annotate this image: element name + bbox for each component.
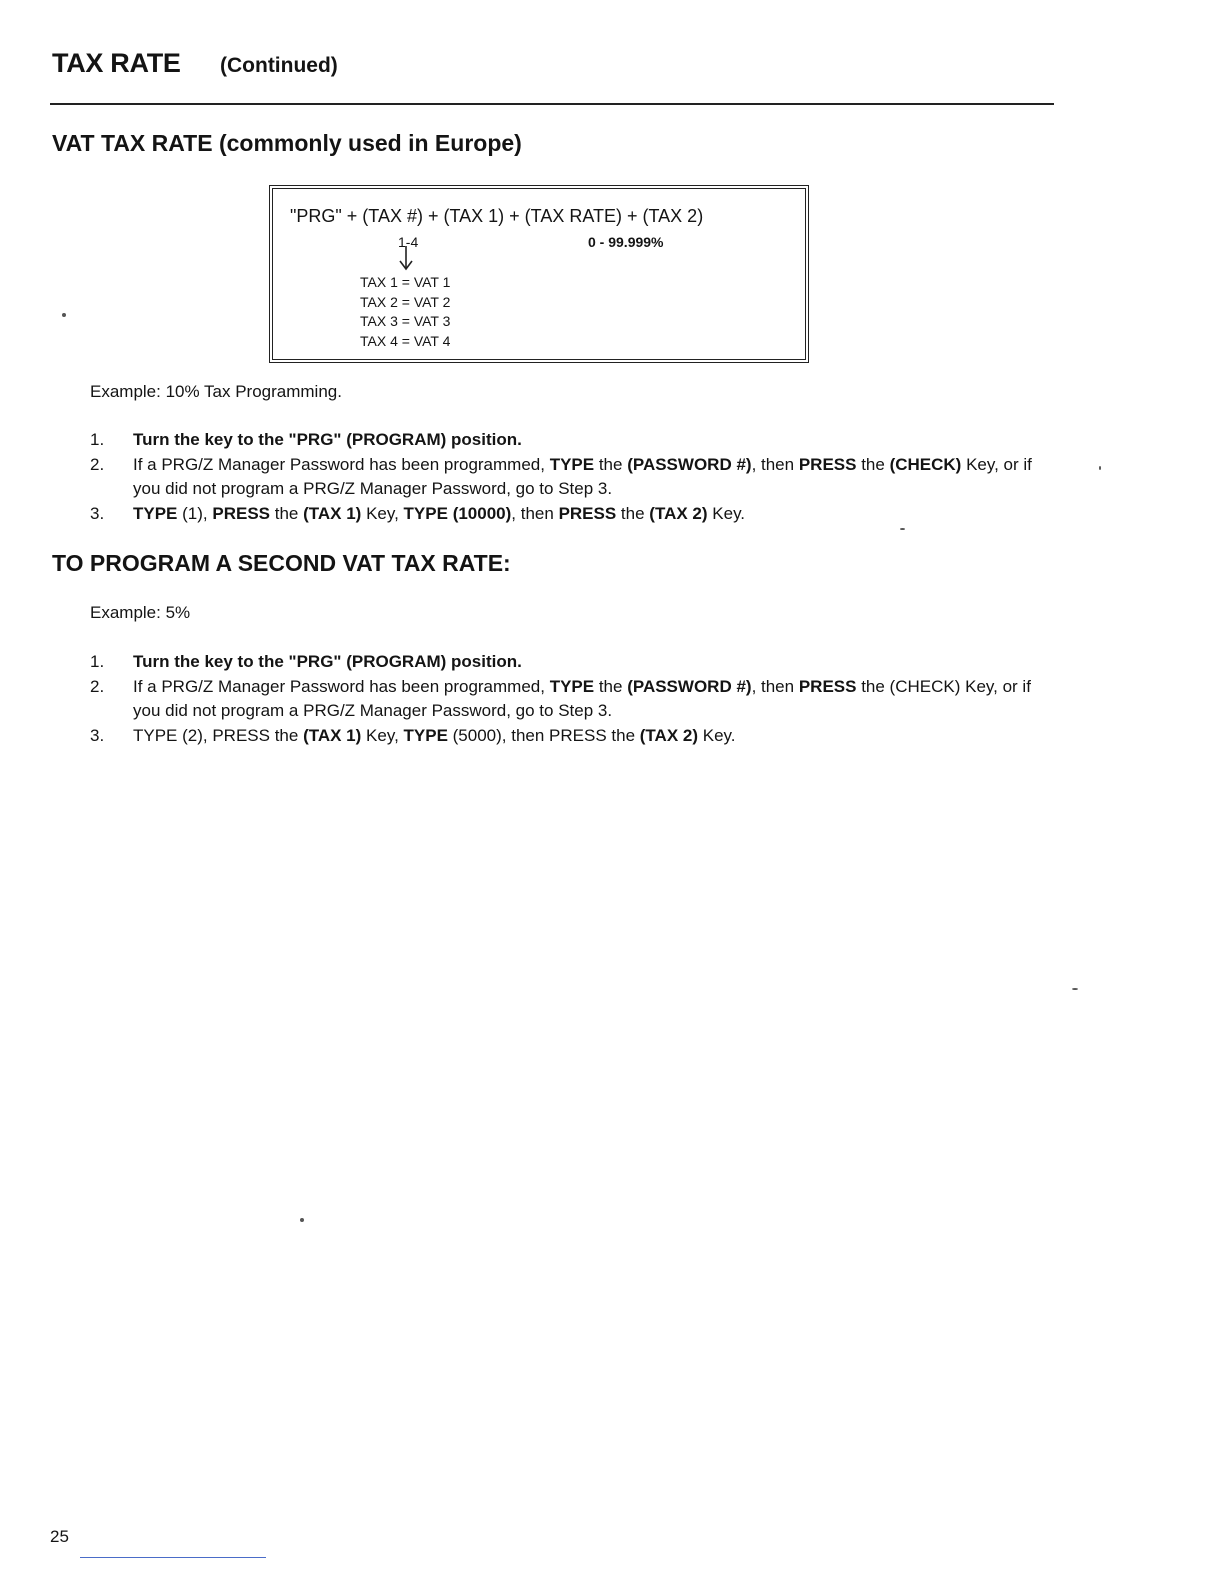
step-text-segment: Key, <box>361 725 404 745</box>
list-item <box>90 724 1050 749</box>
page-title-continued: (Continued) <box>220 54 338 77</box>
tax-vat-mapping: TAX 4 = VAT 4 <box>360 332 451 349</box>
tax-number-range-note: 1-4 <box>398 234 419 250</box>
tax-vat-mapping-list <box>360 273 450 351</box>
step-text <box>133 430 522 449</box>
step-text-segment: TYPE <box>549 454 595 474</box>
step-number: 3. <box>90 503 105 523</box>
scan-speck <box>1072 988 1078 990</box>
step-text-segment: the <box>616 503 650 523</box>
list-item <box>90 453 1050 502</box>
step-number: 1. <box>90 652 105 671</box>
step-text-segment: Key, <box>361 503 404 523</box>
list-item <box>90 650 1050 675</box>
step-text-segment: , then <box>751 454 799 474</box>
step-text-segment: TYPE <box>549 676 595 696</box>
formula-line: "PRG" + (TAX #) + (TAX 1) + (TAX RATE) + (TAX 2) <box>290 206 704 226</box>
step-text-segment: TYPE (2), PRESS the <box>133 725 304 745</box>
step-text-segment: the <box>270 503 304 523</box>
step-text-segment: TYPE <box>133 503 178 523</box>
tax-rate-range-note: 0 - 99.999% <box>588 234 664 250</box>
step-text-segment: TYPE <box>403 503 448 523</box>
step-text-segment: the <box>594 676 628 696</box>
step-text-segment: (PASSWORD #) <box>627 676 752 696</box>
header-divider <box>50 103 1054 105</box>
step-text-segment: (TAX 1) <box>303 503 362 523</box>
step-text-segment: Key. <box>698 725 736 745</box>
footer-divider <box>80 1557 266 1558</box>
step-text-segment: Turn the key to the "PRG" (PROGRAM) position. <box>133 430 522 449</box>
step-text <box>133 652 522 671</box>
scan-speck <box>300 1218 304 1222</box>
down-arrow-icon <box>397 246 415 272</box>
step-text-segment: (TAX 2) <box>649 503 708 523</box>
step-text <box>133 677 1031 721</box>
list-item <box>90 502 1050 527</box>
page-title: TAX RATE <box>52 48 181 78</box>
step-text-segment: , then <box>511 503 559 523</box>
vat-section-heading: VAT TAX RATE (commonly used in Europe) <box>52 130 522 156</box>
steps-list <box>90 650 1050 748</box>
step-text-segment: (PASSWORD #) <box>627 454 752 474</box>
steps-list <box>90 428 1050 526</box>
step-number: 1. <box>90 430 105 449</box>
scan-speck <box>1099 466 1101 470</box>
example-text: Example: 5% <box>90 603 191 622</box>
step-text-segment: Turn the key to the "PRG" (PROGRAM) position. <box>133 652 522 671</box>
scan-speck <box>62 313 66 317</box>
step-text-segment: Key, or if you did not program a PRG/Z Manager Password, go to Step 3. <box>133 454 1032 498</box>
step-text-segment: PRESS <box>798 454 857 474</box>
second-vat-heading: TO PROGRAM A SECOND VAT TAX RATE: <box>52 550 511 576</box>
step-text-segment: If a PRG/Z Manager Password has been programmed, <box>133 676 550 696</box>
scan-speck <box>900 528 905 530</box>
step-text-segment: (5000), then PRESS the <box>447 725 640 745</box>
step-text-segment: (TAX 1) <box>303 725 362 745</box>
step-text-segment: PRESS <box>798 676 857 696</box>
page-number: 25 <box>50 1527 69 1546</box>
step-text <box>133 504 745 523</box>
step-text-segment: Key. <box>707 503 746 523</box>
step-text-segment: (TAX 2) <box>639 725 699 745</box>
tax-vat-mapping: TAX 3 = VAT 3 <box>360 313 451 330</box>
list-item <box>90 428 1050 453</box>
step-text-segment: (1), <box>177 503 213 523</box>
step-number: 2. <box>90 676 105 696</box>
step-text-segment: TYPE <box>403 725 448 745</box>
step-text-segment: the <box>594 454 628 474</box>
step-text-segment: the (CHECK) Key, or if you did not program a PRG/Z Manager Password, go to Step 3. <box>133 676 1031 720</box>
example-text: Example: 10% Tax Programming. <box>90 382 342 401</box>
tax-vat-mapping: TAX 2 = VAT 2 <box>360 293 451 310</box>
step-text-segment: PRESS <box>212 503 270 523</box>
step-text-segment: (CHECK) <box>889 454 962 474</box>
step-number: 3. <box>90 725 105 745</box>
list-item <box>90 675 1050 724</box>
step-text-segment: If a PRG/Z Manager Password has been programmed, <box>133 454 550 474</box>
step-text-segment: (10000) <box>452 503 512 523</box>
step-text-segment: , then <box>751 676 799 696</box>
step-text-segment: PRESS <box>558 503 617 523</box>
step-text-segment: the <box>856 454 890 474</box>
step-text <box>133 726 736 745</box>
step-number: 2. <box>90 454 105 474</box>
step-text <box>133 455 1032 499</box>
tax-vat-mapping: TAX 1 = VAT 1 <box>360 274 451 290</box>
